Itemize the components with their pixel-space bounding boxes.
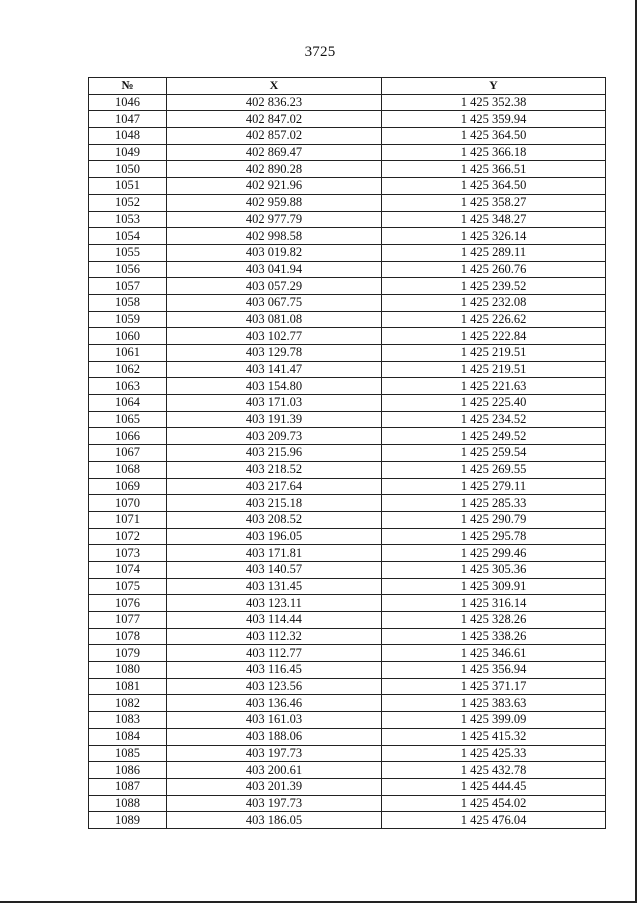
cell-x: 402 869.47 xyxy=(167,144,382,161)
cell-number: 1082 xyxy=(89,695,167,712)
cell-y: 1 425 316.14 xyxy=(382,595,606,612)
table-row xyxy=(89,561,606,578)
cell-x: 403 114.44 xyxy=(167,612,382,629)
cell-number: 1084 xyxy=(89,728,167,745)
cell-y: 1 425 249.52 xyxy=(382,428,606,445)
table-row xyxy=(89,662,606,679)
cell-number: 1083 xyxy=(89,712,167,729)
cell-y: 1 425 348.27 xyxy=(382,211,606,228)
cell-number: 1075 xyxy=(89,578,167,595)
cell-x: 402 959.88 xyxy=(167,194,382,211)
cell-y: 1 425 279.11 xyxy=(382,478,606,495)
cell-number: 1049 xyxy=(89,144,167,161)
cell-x: 403 171.03 xyxy=(167,395,382,412)
cell-y: 1 425 285.33 xyxy=(382,495,606,512)
cell-y: 1 425 454.02 xyxy=(382,795,606,812)
cell-x: 403 057.29 xyxy=(167,278,382,295)
cell-y: 1 425 232.08 xyxy=(382,294,606,311)
table-row xyxy=(89,228,606,245)
cell-y: 1 425 299.46 xyxy=(382,545,606,562)
cell-number: 1069 xyxy=(89,478,167,495)
cell-number: 1051 xyxy=(89,178,167,195)
header-y: Y xyxy=(382,78,606,95)
cell-y: 1 425 219.51 xyxy=(382,361,606,378)
cell-y: 1 425 260.76 xyxy=(382,261,606,278)
table-row xyxy=(89,111,606,128)
cell-number: 1070 xyxy=(89,495,167,512)
cell-number: 1079 xyxy=(89,645,167,662)
cell-y: 1 425 234.52 xyxy=(382,411,606,428)
table-row xyxy=(89,144,606,161)
cell-x: 403 209.73 xyxy=(167,428,382,445)
table-row xyxy=(89,261,606,278)
cell-number: 1081 xyxy=(89,678,167,695)
table-row xyxy=(89,294,606,311)
cell-y: 1 425 222.84 xyxy=(382,328,606,345)
table-row xyxy=(89,194,606,211)
cell-y: 1 425 371.17 xyxy=(382,678,606,695)
table-row xyxy=(89,695,606,712)
table-row xyxy=(89,495,606,512)
cell-number: 1077 xyxy=(89,612,167,629)
cell-number: 1089 xyxy=(89,812,167,829)
cell-x: 403 123.56 xyxy=(167,678,382,695)
cell-number: 1073 xyxy=(89,545,167,562)
table-row xyxy=(89,161,606,178)
cell-number: 1058 xyxy=(89,294,167,311)
cell-x: 403 215.18 xyxy=(167,495,382,512)
cell-y: 1 425 444.45 xyxy=(382,778,606,795)
cell-y: 1 425 338.26 xyxy=(382,628,606,645)
table-row xyxy=(89,94,606,111)
table-row xyxy=(89,628,606,645)
cell-x: 402 890.28 xyxy=(167,161,382,178)
cell-number: 1078 xyxy=(89,628,167,645)
table-row xyxy=(89,428,606,445)
cell-number: 1085 xyxy=(89,745,167,762)
table-row xyxy=(89,778,606,795)
table-row xyxy=(89,411,606,428)
cell-number: 1080 xyxy=(89,662,167,679)
cell-x: 403 191.39 xyxy=(167,411,382,428)
cell-number: 1072 xyxy=(89,528,167,545)
cell-number: 1056 xyxy=(89,261,167,278)
table-row xyxy=(89,478,606,495)
cell-number: 1071 xyxy=(89,511,167,528)
table-row xyxy=(89,128,606,145)
cell-number: 1068 xyxy=(89,461,167,478)
cell-y: 1 425 415.32 xyxy=(382,728,606,745)
table-row xyxy=(89,361,606,378)
cell-x: 403 196.05 xyxy=(167,528,382,545)
table-row xyxy=(89,445,606,462)
table-row xyxy=(89,812,606,829)
cell-y: 1 425 432.78 xyxy=(382,762,606,779)
page-number: 3725 xyxy=(304,44,336,60)
cell-y: 1 425 226.62 xyxy=(382,311,606,328)
cell-y: 1 425 290.79 xyxy=(382,511,606,528)
cell-x: 402 998.58 xyxy=(167,228,382,245)
cell-y: 1 425 295.78 xyxy=(382,528,606,545)
cell-y: 1 425 309.91 xyxy=(382,578,606,595)
cell-x: 403 129.78 xyxy=(167,345,382,362)
cell-number: 1057 xyxy=(89,278,167,295)
cell-x: 403 208.52 xyxy=(167,511,382,528)
cell-number: 1059 xyxy=(89,311,167,328)
cell-x: 403 141.47 xyxy=(167,361,382,378)
cell-y: 1 425 383.63 xyxy=(382,695,606,712)
cell-y: 1 425 366.51 xyxy=(382,161,606,178)
cell-x: 403 197.73 xyxy=(167,745,382,762)
cell-number: 1076 xyxy=(89,595,167,612)
table-body xyxy=(89,94,606,828)
cell-x: 403 019.82 xyxy=(167,244,382,261)
cell-y: 1 425 359.94 xyxy=(382,111,606,128)
cell-x: 403 136.46 xyxy=(167,695,382,712)
cell-y: 1 425 269.55 xyxy=(382,461,606,478)
header-number: № xyxy=(89,78,167,95)
cell-y: 1 425 259.54 xyxy=(382,445,606,462)
cell-x: 403 112.77 xyxy=(167,645,382,662)
cell-y: 1 425 219.51 xyxy=(382,345,606,362)
cell-x: 403 217.64 xyxy=(167,478,382,495)
cell-y: 1 425 358.27 xyxy=(382,194,606,211)
cell-number: 1067 xyxy=(89,445,167,462)
table-row xyxy=(89,378,606,395)
cell-number: 1048 xyxy=(89,128,167,145)
cell-x: 403 041.94 xyxy=(167,261,382,278)
cell-number: 1086 xyxy=(89,762,167,779)
table-row xyxy=(89,345,606,362)
table-row xyxy=(89,762,606,779)
cell-x: 403 081.08 xyxy=(167,311,382,328)
cell-x: 403 116.45 xyxy=(167,662,382,679)
cell-x: 403 218.52 xyxy=(167,461,382,478)
cell-number: 1055 xyxy=(89,244,167,261)
table-row xyxy=(89,528,606,545)
table-row xyxy=(89,211,606,228)
cell-number: 1047 xyxy=(89,111,167,128)
cell-x: 402 847.02 xyxy=(167,111,382,128)
cell-y: 1 425 366.18 xyxy=(382,144,606,161)
table-row xyxy=(89,595,606,612)
coordinates-table xyxy=(88,77,606,829)
table-row xyxy=(89,511,606,528)
cell-x: 403 154.80 xyxy=(167,378,382,395)
cell-number: 1087 xyxy=(89,778,167,795)
cell-y: 1 425 239.52 xyxy=(382,278,606,295)
cell-number: 1060 xyxy=(89,328,167,345)
cell-x: 403 201.39 xyxy=(167,778,382,795)
table-row xyxy=(89,311,606,328)
table-row xyxy=(89,578,606,595)
cell-y: 1 425 328.26 xyxy=(382,612,606,629)
cell-y: 1 425 476.04 xyxy=(382,812,606,829)
cell-number: 1061 xyxy=(89,345,167,362)
header-x: X xyxy=(167,78,382,95)
cell-y: 1 425 425.33 xyxy=(382,745,606,762)
table-row xyxy=(89,745,606,762)
cell-number: 1063 xyxy=(89,378,167,395)
cell-x: 403 197.73 xyxy=(167,795,382,812)
cell-y: 1 425 356.94 xyxy=(382,662,606,679)
cell-number: 1062 xyxy=(89,361,167,378)
table-row xyxy=(89,728,606,745)
cell-x: 403 112.32 xyxy=(167,628,382,645)
cell-x: 403 161.03 xyxy=(167,712,382,729)
cell-x: 402 921.96 xyxy=(167,178,382,195)
table-row xyxy=(89,545,606,562)
cell-number: 1065 xyxy=(89,411,167,428)
cell-number: 1088 xyxy=(89,795,167,812)
cell-y: 1 425 221.63 xyxy=(382,378,606,395)
table-row xyxy=(89,795,606,812)
cell-y: 1 425 326.14 xyxy=(382,228,606,245)
cell-x: 403 131.45 xyxy=(167,578,382,595)
cell-x: 403 123.11 xyxy=(167,595,382,612)
cell-x: 403 140.57 xyxy=(167,561,382,578)
table-row xyxy=(89,328,606,345)
table-row xyxy=(89,244,606,261)
cell-x: 402 836.23 xyxy=(167,94,382,111)
cell-number: 1053 xyxy=(89,211,167,228)
cell-number: 1064 xyxy=(89,395,167,412)
cell-x: 403 067.75 xyxy=(167,294,382,311)
cell-x: 403 215.96 xyxy=(167,445,382,462)
cell-number: 1050 xyxy=(89,161,167,178)
cell-x: 403 171.81 xyxy=(167,545,382,562)
table-row xyxy=(89,178,606,195)
table-row xyxy=(89,612,606,629)
cell-y: 1 425 399.09 xyxy=(382,712,606,729)
table-row xyxy=(89,645,606,662)
cell-y: 1 425 289.11 xyxy=(382,244,606,261)
table-row xyxy=(89,278,606,295)
table-row xyxy=(89,461,606,478)
cell-x: 402 857.02 xyxy=(167,128,382,145)
cell-y: 1 425 305.36 xyxy=(382,561,606,578)
cell-x: 402 977.79 xyxy=(167,211,382,228)
cell-x: 403 200.61 xyxy=(167,762,382,779)
table-row xyxy=(89,678,606,695)
cell-x: 403 188.06 xyxy=(167,728,382,745)
cell-y: 1 425 225.40 xyxy=(382,395,606,412)
table-row xyxy=(89,712,606,729)
cell-y: 1 425 364.50 xyxy=(382,128,606,145)
cell-number: 1074 xyxy=(89,561,167,578)
cell-y: 1 425 364.50 xyxy=(382,178,606,195)
cell-x: 403 186.05 xyxy=(167,812,382,829)
cell-number: 1052 xyxy=(89,194,167,211)
table-row xyxy=(89,395,606,412)
table-header-row xyxy=(89,78,606,95)
cell-number: 1066 xyxy=(89,428,167,445)
cell-number: 1054 xyxy=(89,228,167,245)
cell-x: 403 102.77 xyxy=(167,328,382,345)
cell-y: 1 425 352.38 xyxy=(382,94,606,111)
cell-number: 1046 xyxy=(89,94,167,111)
cell-y: 1 425 346.61 xyxy=(382,645,606,662)
